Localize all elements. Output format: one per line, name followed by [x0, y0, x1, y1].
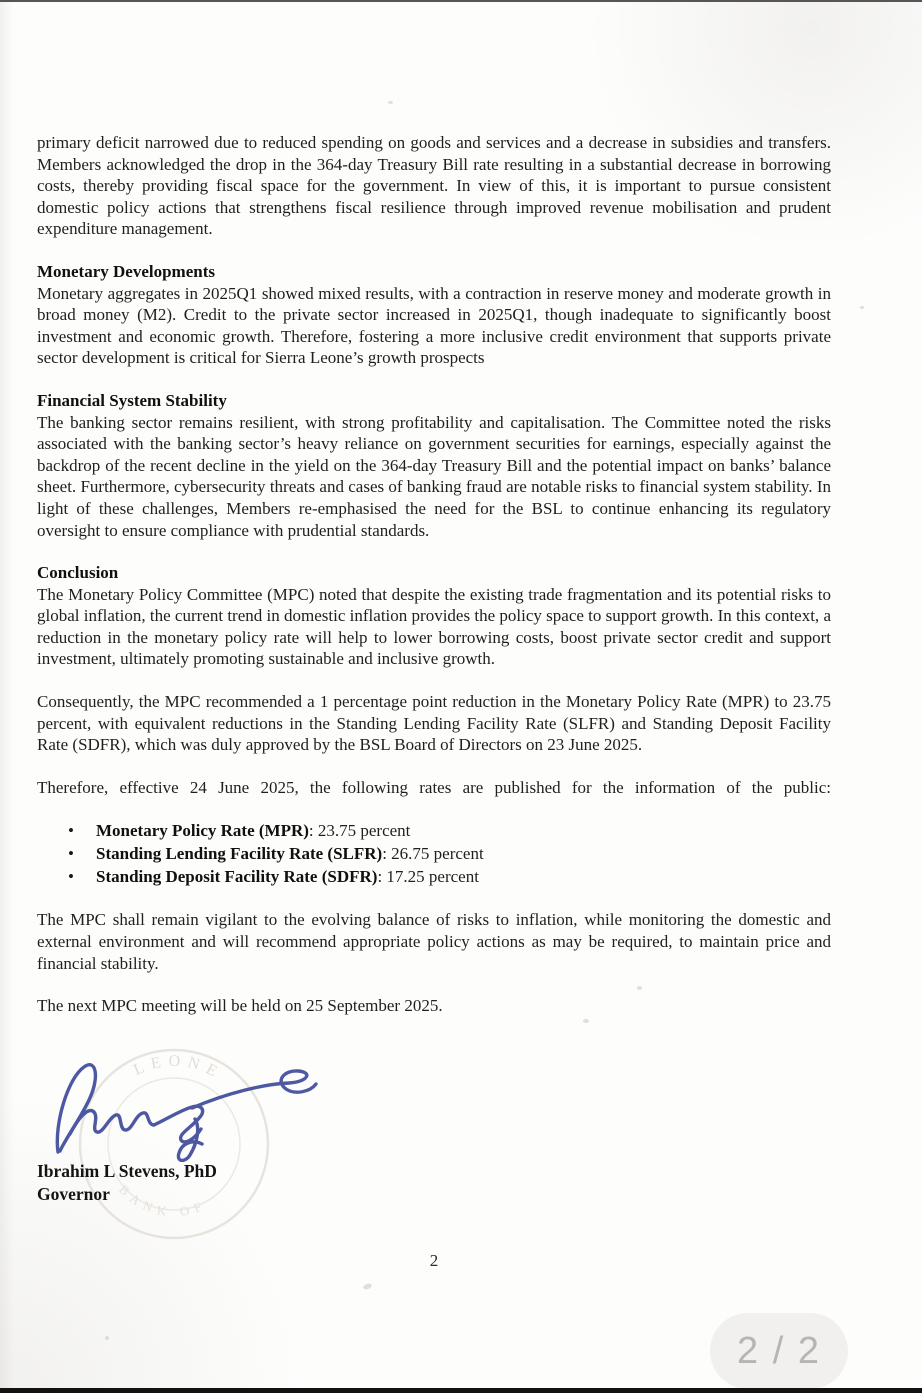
intro-paragraph: primary deficit narrowed due to reduced spending on goods and services and a decrease in subsidies and transfers. Members acknowledged the drop in the 364-day Treasury Bill rate resulting in a substantial decrease in borrowing costs, thereby providing fiscal space for the government. In view of this, it is important to pursue consistent domestic policy actions that strengthens fiscal resilience through improved revenue mobilisation and prudent expenditure management.	[37, 133, 831, 239]
section-financial-system-stability	[37, 390, 831, 541]
section-monetary-developments	[37, 261, 831, 369]
document-body	[37, 132, 831, 1038]
signatory-title: Governor	[37, 1183, 110, 1204]
scan-top-edge	[0, 0, 922, 2]
section-heading: Monetary Developments	[37, 261, 215, 281]
rate-label: Standing Lending Facility Rate (SLFR)	[96, 844, 383, 864]
rate-value: : 17.25 percent	[377, 867, 479, 887]
section-body: The banking sector remains resilient, with strong profitability and capitalisation. The Committee noted the risks associated with the banking sector’s heavy reliance on government securities for earnings, especially against the backdrop of the recent decline in the yield on the 364-day Treasury Bill and the potential impact on banks’ balance sheet. Furthermore, cybersecurity threats and cases of banking fraud are notable risks to financial system stability. In light of these challenges, Members re-emphasised the need for the BSL to continue enhancing its regulatory oversight to ensure compliance with prudential standards.	[37, 412, 831, 540]
scan-speck	[362, 1283, 372, 1291]
therefore-paragraph: Therefore, effective 24 June 2025, the following rates are published for the information of the public:	[37, 777, 831, 797]
rate-value: : 23.75 percent	[308, 821, 411, 841]
signatory-name: Ibrahim L Stevens, PhD	[37, 1161, 217, 1181]
section-body: The Monetary Policy Committee (MPC) noted that despite the existing trade fragmentation and its potential risks to global inflation, the current trend in domestic inflation provides the policy space to support growth. In this context, a reduction in the monetary policy rate will help to lower borrowing costs, boost private sector credit and support investment, ultimately promoting sustainable and inclusive growth.	[37, 584, 831, 669]
seal-arc-bottom-text: BANK OF	[116, 1181, 210, 1220]
rate-item-slfr	[37, 842, 831, 865]
rate-label: Monetary Policy Rate (MPR)	[96, 821, 309, 841]
rate-item-mpr	[37, 819, 831, 842]
signatory-block	[37, 1160, 217, 1205]
rate-item-sdfr	[37, 865, 831, 888]
seal-arc-top-text: LEONE	[131, 1052, 226, 1084]
section-heading: Conclusion	[37, 563, 119, 583]
viewer-bottom-bar	[0, 1388, 922, 1393]
page-number: 2	[429, 1251, 439, 1270]
scan-speck	[388, 101, 393, 104]
scan-speck	[637, 986, 642, 990]
rate-label: Standing Deposit Facility Rate (SDFR)	[96, 867, 378, 887]
scan-speck	[105, 1336, 109, 1340]
next-meeting-paragraph: The next MPC meeting will be held on 25 September 2025.	[37, 996, 443, 1016]
governor-signature	[42, 1052, 322, 1167]
policy-rates-list	[37, 819, 831, 888]
consequently-paragraph: Consequently, the MPC recommended a 1 percentage point reduction in the Monetary Policy Rate (MPR) to 23.75 percent, with equivalent reductions in the Standing Lending Facility Rate (SLFR) and Standing Deposit Facility Rate (SDFR), which was duly approved by the BSL Board of Directors on 23 June 2025.	[37, 692, 831, 755]
scan-speck	[860, 306, 864, 309]
viewer-page-indicator-badge: 2 / 2	[710, 1313, 848, 1389]
section-conclusion	[37, 562, 831, 670]
vigilance-paragraph: The MPC shall remain vigilant to the evolving balance of risks to inflation, while monitoring the domestic and external environment and will recommend appropriate policy actions as may be required, to maintain price and financial stability.	[37, 910, 831, 973]
section-body: Monetary aggregates in 2025Q1 showed mixed results, with a contraction in reserve money and moderate growth in broad money (M2). Credit to the private sector increased in 2025Q1, though inadequate to significantly boost investment and economic growth. Therefore, fostering a more inclusive credit environment that supports private sector development is critical for Sierra Leone’s growth prospects	[37, 283, 831, 368]
scan-speck	[583, 1019, 589, 1023]
rate-value: : 26.75 percent	[382, 844, 484, 864]
section-heading: Financial System Stability	[37, 390, 227, 410]
